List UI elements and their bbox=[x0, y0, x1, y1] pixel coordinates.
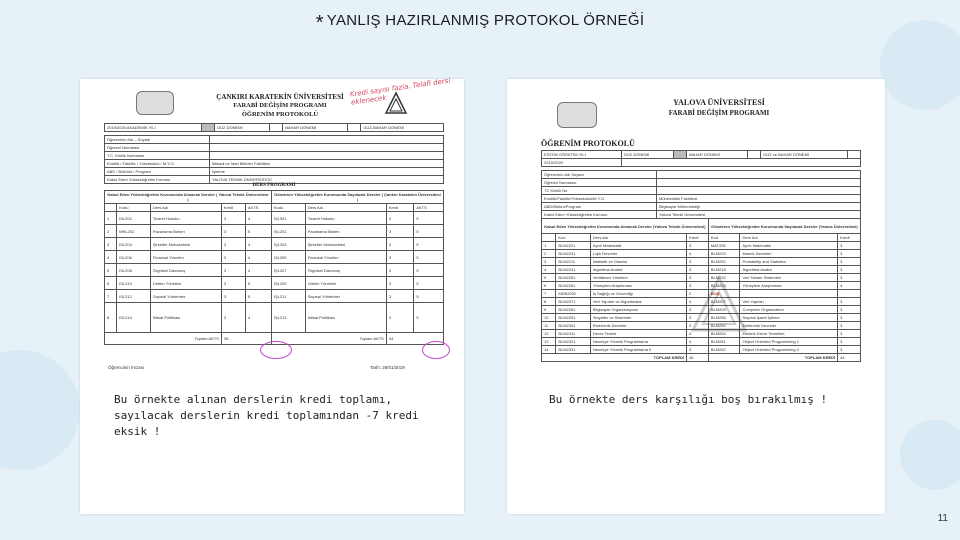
column-header: Kod bbox=[708, 234, 740, 242]
table-cell: ISL202 bbox=[117, 212, 151, 225]
table-row bbox=[105, 225, 444, 238]
table-cell: Yöneylem Araştırması bbox=[590, 282, 686, 290]
right-example-panel bbox=[507, 79, 885, 514]
table-cell: Algoritma Analizi bbox=[740, 266, 838, 274]
total-host-credit: 46 bbox=[687, 354, 709, 362]
table-cell: 3 bbox=[838, 322, 861, 330]
table-cell bbox=[740, 290, 838, 298]
column-header: Ders Adı bbox=[305, 204, 386, 212]
table-cell: 3 bbox=[687, 274, 709, 282]
table-cell: 3 bbox=[838, 266, 861, 274]
table-cell: 3 bbox=[838, 274, 861, 282]
term-both: GÜZ-BAHAR DÖNEMİ bbox=[361, 124, 444, 132]
table-cell: 4 bbox=[687, 298, 709, 306]
table-cell: 5 bbox=[414, 264, 444, 277]
table-cell: 4 bbox=[245, 264, 271, 277]
column-header: Kodu bbox=[117, 204, 151, 212]
table-cell: 4 bbox=[245, 251, 271, 264]
table-cell: 4 bbox=[105, 251, 117, 264]
left-example-panel bbox=[80, 76, 464, 514]
term-selection-row bbox=[104, 123, 444, 132]
table-cell: MRL202 bbox=[117, 225, 151, 238]
table-cell: 3 bbox=[687, 306, 709, 314]
table-cell: Veri Yapıları bbox=[740, 298, 838, 306]
highlight-oval-home-total bbox=[422, 341, 450, 359]
table-cell: 3 bbox=[221, 264, 245, 277]
checkbox-empty bbox=[348, 124, 361, 132]
term-selection-row bbox=[541, 150, 861, 167]
term-fall: GÜZ DÖNEMİ bbox=[215, 124, 270, 132]
total-host-akts: 35 bbox=[221, 333, 271, 345]
table-cell: 3 bbox=[687, 266, 709, 274]
column-header: Kod bbox=[556, 234, 591, 242]
total-label: Toplam AKTS bbox=[271, 333, 386, 345]
academic-year-label: EĞİTİM ÖĞRETİM YILI bbox=[542, 151, 622, 159]
table-cell: BLM2301 bbox=[556, 322, 591, 330]
table-cell: 5 bbox=[245, 277, 271, 290]
info-label: Öğrenci Numarası bbox=[105, 144, 210, 152]
table-cell: BLM2221 bbox=[556, 242, 591, 250]
checkbox-filled bbox=[673, 151, 686, 159]
table-cell: 7 bbox=[542, 290, 556, 298]
checkbox-empty bbox=[748, 151, 761, 159]
host-courses-header: Kabul Eden Yükseköğretim Kurumunda Alınacak Dersler (Yalova Teknik Üniversitesi) bbox=[542, 219, 709, 234]
table-cell: 1 bbox=[105, 212, 117, 225]
table-cell: 3 bbox=[838, 298, 861, 306]
info-label: ABD / Bölümü / Program bbox=[105, 168, 210, 176]
table-cell: Örgütsel Davranış bbox=[150, 264, 221, 277]
table-cell: İş Sağlığı ve Güvenliği bbox=[590, 290, 686, 298]
table-cell: Object Oriented Programming 2 bbox=[740, 346, 838, 354]
handwritten-note: Kredi sayısı fazla. Telafi dersi eklenecek bbox=[349, 76, 451, 107]
table-cell: Sayısal İşaret İşleme bbox=[740, 314, 838, 322]
table-cell: Sinyaller ve Sistemler bbox=[590, 314, 686, 322]
table-cell: 3 bbox=[386, 238, 413, 251]
table-cell: BLM225 bbox=[708, 250, 740, 258]
table-cell: 3 bbox=[838, 258, 861, 266]
table-cell: Pazarlama İlkeleri bbox=[150, 225, 221, 238]
table-cell: BLM207 bbox=[708, 298, 740, 306]
table-cell: Elektronik Devreler bbox=[590, 322, 686, 330]
table-cell: Veri Yapıları ve Algoritmalar bbox=[590, 298, 686, 306]
table-cell: 3 bbox=[105, 238, 117, 251]
table-cell: Probability and Statistics bbox=[740, 258, 838, 266]
table-cell: BLM2251 bbox=[556, 274, 591, 282]
table-cell: BLM2231 bbox=[556, 250, 591, 258]
info-value: Yalova Teknik Üniversitesi bbox=[657, 211, 861, 219]
table-cell: 13 bbox=[542, 338, 556, 346]
table-cell: 5 bbox=[245, 290, 271, 303]
total-label: TOPLAM KREDİ bbox=[542, 354, 687, 362]
info-value bbox=[210, 152, 444, 160]
table-cell: İŞL207 bbox=[271, 264, 305, 277]
table-cell: Mantık Devreleri bbox=[740, 250, 838, 258]
info-label: ABD/Bölüm/Program bbox=[542, 203, 657, 211]
term-fall: GÜZ DÖNEMİ bbox=[621, 151, 673, 159]
table-cell: BLM2261 bbox=[556, 282, 591, 290]
column-header: Kodu bbox=[271, 204, 305, 212]
table-cell: BLM2241 bbox=[556, 266, 591, 274]
info-label: TC Kimlik No bbox=[542, 187, 657, 195]
table-cell: BLM2281 bbox=[556, 306, 591, 314]
info-label: Kabul Eden Yükseköğretim Kurumu bbox=[105, 176, 210, 184]
table-cell: 4 bbox=[542, 266, 556, 274]
table-cell: 3 bbox=[687, 258, 709, 266]
table-cell: Şirketler Muhasebesi bbox=[305, 238, 386, 251]
table-cell: 3 bbox=[838, 250, 861, 258]
column-header: AKTS bbox=[245, 204, 271, 212]
right-caption: Bu örnekte ders karşılığı boş bırakılmış ! bbox=[549, 393, 828, 406]
table-cell: Finansal Yönetim bbox=[305, 251, 386, 264]
term-spring: BAHAR DÖNEMİ bbox=[686, 151, 747, 159]
table-row bbox=[105, 212, 444, 225]
academic-year-label: 2019/2020 AKADEMİK YILI bbox=[105, 124, 202, 132]
info-label: Enstitü / Fakülte / Yüksekokul / M.Y.O. bbox=[105, 160, 210, 168]
table-cell: ISL210 bbox=[117, 277, 151, 290]
term-spring: BAHAR DÖNEMİ bbox=[283, 124, 348, 132]
yalova-protocol-document bbox=[529, 84, 865, 364]
table-cell: Lojik Devreler bbox=[590, 250, 686, 258]
cankiri-seal-logo bbox=[136, 91, 174, 115]
table-cell: 9 bbox=[542, 306, 556, 314]
info-label: Öğrencinin Adı – Soyadı bbox=[105, 136, 210, 144]
table-cell: Şirketler Muhasebesi bbox=[150, 238, 221, 251]
info-value bbox=[210, 136, 444, 144]
info-label: T.C. Kimlik Numarası bbox=[105, 152, 210, 160]
table-cell: İktisat Politikası bbox=[150, 303, 221, 333]
protocol-name: ÖĞRENİM PROTOKOLÜ bbox=[241, 111, 319, 118]
table-cell: İŞL205 bbox=[271, 251, 305, 264]
table-cell: Computer Organization bbox=[740, 306, 838, 314]
table-cell: 5 bbox=[414, 277, 444, 290]
term-both: GÜZ ve BAHAR DÖNEMİ bbox=[761, 151, 848, 159]
table-cell: Sayısal Yöntemler bbox=[305, 290, 386, 303]
table-row bbox=[105, 238, 444, 251]
slide-title-text: YANLIŞ HAZIRLANMIŞ PROTOKOL ÖRNEĞİ bbox=[326, 12, 645, 29]
table-cell: 4 bbox=[838, 282, 861, 290]
table-cell: 3 bbox=[838, 330, 861, 338]
info-value bbox=[657, 187, 861, 195]
table-cell: BLM2211 bbox=[556, 258, 591, 266]
column-header: Kredi bbox=[221, 204, 245, 212]
info-value bbox=[657, 171, 861, 179]
table-cell: 11 bbox=[542, 322, 556, 330]
table-cell: BLM232 bbox=[708, 274, 740, 282]
table-cell: Elektronik Devreler bbox=[740, 322, 838, 330]
table-cell: 8 bbox=[542, 298, 556, 306]
table-cell: Nesneye Yönelik Programlama II bbox=[590, 346, 686, 354]
table-cell: 1 bbox=[542, 242, 556, 250]
table-cell: MAT205 bbox=[708, 242, 740, 250]
checkbox-filled bbox=[202, 124, 215, 132]
signature-label: Öğrencinin İmzası bbox=[108, 365, 145, 370]
table-cell: MDB2052 bbox=[556, 290, 591, 298]
table-cell: 10 bbox=[542, 314, 556, 322]
table-cell: 3 bbox=[221, 238, 245, 251]
table-cell: 2 bbox=[687, 290, 709, 298]
farabi-watermark-logo bbox=[689, 274, 749, 334]
table-cell: Üretim Yönetimi bbox=[305, 277, 386, 290]
checkbox-empty bbox=[848, 151, 861, 159]
table-cell: 3 bbox=[386, 212, 413, 225]
background-bubble bbox=[0, 350, 80, 470]
table-cell: BLM252 bbox=[708, 258, 740, 266]
table-cell: ISL212 bbox=[117, 290, 151, 303]
table-cell: İŞL901 bbox=[271, 212, 305, 225]
table-cell: BLM203 bbox=[708, 282, 740, 290]
table-cell: 4 bbox=[687, 330, 709, 338]
table-cell: 3 bbox=[687, 346, 709, 354]
table-cell: ISL206 bbox=[117, 251, 151, 264]
highlight-oval-host-total bbox=[260, 341, 292, 359]
table-cell: 5 bbox=[245, 225, 271, 238]
home-courses-header: Gönderen Yükseköğretim Kurumunda Sayılacak Dersler (Yalova Üniversitesi) bbox=[708, 219, 860, 234]
table-cell: 3 bbox=[221, 303, 245, 333]
table-cell: 6 bbox=[105, 277, 117, 290]
table-cell: 6 bbox=[542, 282, 556, 290]
table-cell: 3 bbox=[687, 314, 709, 322]
table-cell: 3 bbox=[386, 303, 413, 333]
table-cell: İstatistik ve Olasılık bbox=[590, 258, 686, 266]
info-value: Bilgisayar Mühendisliği bbox=[657, 203, 861, 211]
table-cell: BLM261 bbox=[708, 338, 740, 346]
table-cell: Üretim Yönetimi bbox=[150, 277, 221, 290]
table-cell: Pazarlama İlkeleri bbox=[305, 225, 386, 238]
table-cell: 3 bbox=[838, 242, 861, 250]
info-label: Öğrencinin Adı Soyadı bbox=[542, 171, 657, 179]
total-label: TOPLAM KREDİ bbox=[708, 354, 837, 362]
info-value: İşletme bbox=[210, 168, 444, 176]
table-cell: 3 bbox=[542, 258, 556, 266]
column-header: Ders Adı bbox=[590, 234, 686, 242]
table-cell: 5 bbox=[414, 290, 444, 303]
table-cell: BLM2331 bbox=[556, 346, 591, 354]
table-cell: BLM262 bbox=[708, 346, 740, 354]
table-cell: İŞL211 bbox=[271, 290, 305, 303]
table-cell: 3 bbox=[221, 225, 245, 238]
title-marker: * bbox=[315, 12, 324, 34]
table-cell: Nesneye Yönelik Programlama bbox=[590, 338, 686, 346]
university-name: YALOVA ÜNİVERSİTESİ bbox=[673, 98, 765, 107]
table-cell: 5 bbox=[414, 225, 444, 238]
table-cell: ISL208 bbox=[117, 264, 151, 277]
table-cell: BLM218 bbox=[708, 266, 740, 274]
table-cell: BLM209 bbox=[708, 306, 740, 314]
table-cell: 12 bbox=[542, 330, 556, 338]
table-cell: 5 bbox=[542, 274, 556, 282]
table-cell: 3 bbox=[838, 314, 861, 322]
table-cell: 3 bbox=[386, 225, 413, 238]
table-cell: BLM2291 bbox=[556, 314, 591, 322]
total-home-akts: 44 bbox=[386, 333, 443, 345]
table-cell: 3 bbox=[386, 277, 413, 290]
table-cell: 3 bbox=[221, 251, 245, 264]
info-value: YALOVA TEKNİK ÜNİVERSİTESİ bbox=[210, 176, 444, 184]
table-cell: Ayrık Matematik bbox=[740, 242, 838, 250]
table-cell: BLM2071 bbox=[556, 298, 591, 306]
checkbox-empty bbox=[270, 124, 283, 132]
table-cell: BLM2321 bbox=[556, 338, 591, 346]
column-header: Ders Adı bbox=[150, 204, 221, 212]
slide-title bbox=[0, 12, 960, 35]
table-row bbox=[542, 242, 861, 250]
table-cell: 8 bbox=[105, 303, 117, 333]
table-cell: İŞL213 bbox=[271, 303, 305, 333]
table-cell: BLM250 bbox=[708, 322, 740, 330]
table-cell: BLM264 bbox=[708, 330, 740, 338]
course-table bbox=[104, 190, 444, 345]
table-cell: Devre Teorisi bbox=[590, 330, 686, 338]
table-cell: 5 bbox=[414, 303, 444, 333]
table-cell bbox=[838, 290, 861, 298]
table-row bbox=[105, 290, 444, 303]
table-cell: 3 bbox=[687, 242, 709, 250]
table-cell: 4 bbox=[245, 303, 271, 333]
info-label: Enstitü/Fakülte/Yüksekokul/M.Y.O. bbox=[542, 195, 657, 203]
column-header: AKTS bbox=[414, 204, 444, 212]
table-cell: 3 bbox=[687, 322, 709, 330]
table-cell: Ticaret Hukuku bbox=[150, 212, 221, 225]
table-cell: 3 bbox=[838, 346, 861, 354]
academic-year-value: 2019/2020 bbox=[542, 159, 622, 167]
table-row bbox=[542, 266, 861, 274]
table-cell: 2 bbox=[105, 225, 117, 238]
info-value: Mühendislik Fakültesi bbox=[657, 195, 861, 203]
total-home-credit: 44 bbox=[838, 354, 861, 362]
table-cell: BLM256 bbox=[708, 314, 740, 322]
program-name: FARABİ DEĞİŞİM PROGRAMI bbox=[233, 102, 327, 109]
table-cell: 4 bbox=[687, 338, 709, 346]
table-row bbox=[105, 264, 444, 277]
table-cell: 3 bbox=[221, 277, 245, 290]
table-cell: Ticaret Hukuku bbox=[305, 212, 386, 225]
table-cell: Ayrık Matematik bbox=[590, 242, 686, 250]
table-cell: 4 bbox=[245, 212, 271, 225]
table-cell: İŞL201 bbox=[271, 225, 305, 238]
table-cell: 3 bbox=[386, 290, 413, 303]
table-cell: Finansal Yönetim bbox=[150, 251, 221, 264]
table-row bbox=[542, 250, 861, 258]
table-row bbox=[105, 277, 444, 290]
student-info-table bbox=[541, 170, 861, 219]
table-cell: İŞL209 bbox=[271, 277, 305, 290]
cankiri-protocol-document bbox=[100, 76, 451, 377]
table-cell: 3 bbox=[838, 306, 861, 314]
left-caption: Bu örnekte alınan derslerin kredi toplamı, sayılacak derslerin kredi toplamından -7 kredi eksik ! bbox=[114, 393, 419, 438]
info-value bbox=[657, 179, 861, 187]
column-header: Kredi bbox=[838, 234, 861, 242]
table-cell: Sayısal Yöntemler bbox=[150, 290, 221, 303]
background-bubble bbox=[900, 420, 960, 490]
table-cell: 14 bbox=[542, 346, 556, 354]
table-cell: 4 bbox=[245, 238, 271, 251]
yalova-logo bbox=[557, 102, 597, 128]
table-cell: İŞL203 bbox=[271, 238, 305, 251]
table-cell: 5 bbox=[105, 264, 117, 277]
table-cell: Object Oriented Programming 1 bbox=[740, 338, 838, 346]
table-cell: Bilgisayar Organizasyonu bbox=[590, 306, 686, 314]
table-row bbox=[542, 346, 861, 354]
total-label: Toplam AKTS bbox=[105, 333, 222, 345]
table-cell: 5 bbox=[414, 212, 444, 225]
home-courses-header: Gönderen Yükseköğretim Kurumunda Sayılacak Dersler ( Çankırı Karatekin Üniversitesi ) bbox=[271, 191, 443, 204]
total-row bbox=[542, 354, 861, 362]
table-cell: Algoritma Analizi bbox=[590, 266, 686, 274]
protocol-name: ÖĞRENİM PROTOKOLÜ bbox=[541, 139, 635, 148]
info-label: Öğrenci Numarası bbox=[542, 179, 657, 187]
host-courses-header: Kabul Eden Yükseköğretim Kurumunda Alınacak Dersler ( Yalova Teknik Üniversitesi ) bbox=[105, 191, 272, 204]
column-header: Ders Adı bbox=[740, 234, 838, 242]
document-date: Tarih: 28/01/2019 bbox=[370, 365, 405, 370]
table-cell: BOŞ bbox=[708, 290, 740, 298]
page-number: 11 bbox=[937, 513, 948, 524]
table-cell: 5 bbox=[414, 251, 444, 264]
student-info-table bbox=[104, 135, 444, 184]
ders-programi-heading: DERS PROGRAMI bbox=[252, 183, 296, 188]
table-cell: Yöneylem Araştırması bbox=[740, 282, 838, 290]
info-value bbox=[210, 144, 444, 152]
column-header: Kredi bbox=[386, 204, 413, 212]
table-row bbox=[542, 258, 861, 266]
table-cell: 3 bbox=[386, 251, 413, 264]
table-cell: ISL214 bbox=[117, 303, 151, 333]
table-row bbox=[105, 303, 444, 333]
table-cell: Veri Tabanı Sistemleri bbox=[740, 274, 838, 282]
info-label: Kabul Eden Yükseköğretim Kurumu bbox=[542, 211, 657, 219]
table-cell: 3 bbox=[221, 290, 245, 303]
table-row bbox=[542, 338, 861, 346]
university-name: ÇANKIRI KARATEKİN ÜNİVERSİTESİ bbox=[216, 93, 344, 101]
table-cell: Örgütsel Davranış bbox=[305, 264, 386, 277]
table-cell: 3 bbox=[838, 338, 861, 346]
table-cell: Elektrik Devre Temelleri bbox=[740, 330, 838, 338]
table-cell: 3 bbox=[386, 264, 413, 277]
table-cell: 4 bbox=[687, 250, 709, 258]
column-header: Kredi bbox=[687, 234, 709, 242]
table-cell: 3 bbox=[221, 212, 245, 225]
table-cell: Veritabanı Yönetimi bbox=[590, 274, 686, 282]
table-cell: 5 bbox=[414, 238, 444, 251]
table-cell: İktisat Politikası bbox=[305, 303, 386, 333]
table-cell: ISL204 bbox=[117, 238, 151, 251]
table-cell: 2 bbox=[542, 250, 556, 258]
table-cell: 7 bbox=[105, 290, 117, 303]
table-row bbox=[105, 251, 444, 264]
info-value: İktisadi ve İdari Bilimler Fakültesi bbox=[210, 160, 444, 168]
program-name: FARABİ DEĞİŞİM PROGRAMI bbox=[668, 109, 770, 117]
table-cell: 3 bbox=[687, 282, 709, 290]
table-cell: BLM2311 bbox=[556, 330, 591, 338]
